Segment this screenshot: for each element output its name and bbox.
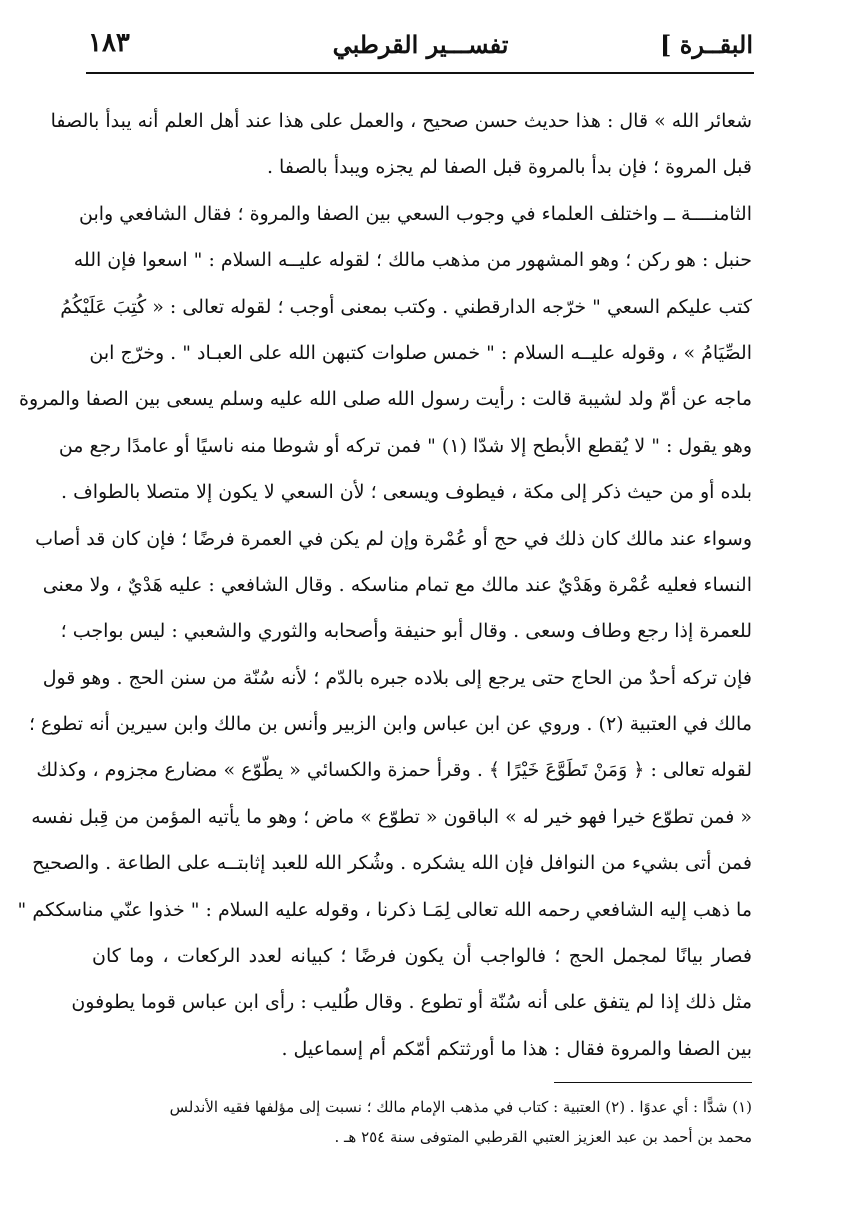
page-header bbox=[88, 22, 753, 72]
text-line: ماجه عن أمّ ولد لشيبة قالت : رأيت رسول الله صلى الله عليه وسلم يسعى بين الصفا والمروة bbox=[18, 388, 752, 411]
page-number: ١٨٣ bbox=[88, 28, 130, 58]
body-text bbox=[17, 98, 752, 1072]
book-title: تفســـير القرطبي bbox=[332, 30, 509, 59]
text-line: شعائر الله » قال : هذا حديث حسن صحيح ، والعمل على هذا عند أهل العلم أنه يبدأ بالصفا bbox=[50, 110, 752, 132]
text-line: فصار بيانًا لمجمل الحج ؛ فالواجب أن يكون فرضًا ؛ كبيانه لعدد الركعات ، وما كان bbox=[92, 945, 752, 968]
text-line: للعمرة إذا رجع وطاف وسعى . وقال أبو حنيفة وأصحابه والثوري والشعبي : ليس بواجب ؛ bbox=[60, 620, 752, 643]
text-line: الثامنــــة ــ واختلف العلماء في وجوب السعي بين الصفا والمروة ؛ فقال الشافعي وابن bbox=[79, 202, 752, 225]
text-line: كتب عليكم السعي " خرّجه الدارقطني . وكتب بمعنى أوجب ؛ لقوله تعالى : « كُتِبَ عَلَيْكُمُ bbox=[60, 295, 752, 318]
text-line: فإن تركه أحدٌ من الحاج حتى يرجع إلى بلاده جبره بالدّم ؛ لأنه سُنّة من سنن الحج . وهو قول bbox=[42, 666, 752, 689]
text-line: قبل المروة ؛ فإن بدأ بالمروة قبل الصفا لم يجزه ويبدأ بالصفا . bbox=[266, 156, 752, 179]
text-line: ما ذهب إليه الشافعي رحمه الله تعالى لِمَـا ذكرنا ، وقوله عليه السلام : " خذوا عنّي مناسككم " bbox=[17, 898, 752, 921]
text-line: حنبل : هو ركن ؛ وهو المشهور من مذهب مالك ؛ لقوله عليــه السلام : " اسعوا فإن الله bbox=[73, 249, 752, 272]
text-line: « فمن تطوّع خيرا فهو خير له » الباقون « تطوّع » ماض ؛ وهو ما يأتيه المؤمن من قِبل نفسه bbox=[31, 805, 752, 828]
text-line: فمن أتى بشيء من النوافل فإن الله يشكره . وشُكر الله للعبد إثابتــه على الطاعة . والصحيح bbox=[32, 852, 752, 875]
text-line: وهو يقول : " لا يُقطع الأبطح إلا شدّا (١) " فمن تركه أو شوطا منه ناسيًا أو عامدًا رجع من bbox=[58, 434, 752, 457]
footnote-line: (١) شدًّا : أي عدوًا . (٢) العتبية : كتاب في مذهب الإمام مالك ؛ نسبت إلى مؤلفها فقيه الأندلس bbox=[169, 1098, 752, 1116]
header-rule bbox=[86, 72, 754, 74]
text-line: مالك في العتبية (٢) . وروي عن ابن عباس وابن الزبير وأنس بن مالك وابن سيرين أنه تطوع ؛ bbox=[28, 713, 752, 736]
surah-name: البقــرة ] bbox=[660, 30, 753, 59]
text-line: النساء فعليه عُمْرة وهَدْيٌ عند مالك مع تمام مناسكه . وقال الشافعي : عليه هَدْيٌ ، ولا معنى bbox=[42, 573, 752, 596]
text-line: لقوله تعالى : ﴿ وَمَنْ تَطَوَّعَ خَيْرًا ﴾ . وقرأ حمزة والكسائي « يطّوّع » مضارع مجزوم ، وكذلك bbox=[36, 759, 752, 782]
text-line: وسواء عند مالك كان ذلك في حج أو عُمْرة وإن لم يكن في العمرة فرضًا ؛ فإن كان قد أصاب bbox=[35, 527, 752, 550]
footnotes bbox=[80, 1092, 752, 1152]
text-line: بين الصفا والمروة فقال : هذا ما أورثتكم أمّكم أم إسماعيل . bbox=[281, 1037, 752, 1060]
text-line: الصِّيَامُ » ، وقوله عليــه السلام : " خمس صلوات كتبهن الله على العبـاد " . وخرّج ابن bbox=[89, 341, 752, 364]
footnote-line: محمد بن أحمد بن عبد العزيز العتبي القرطبي المتوفى سنة ٢٥٤ هـ . bbox=[334, 1128, 752, 1146]
footnote-rule bbox=[554, 1082, 752, 1083]
text-line: بلده أو من حيث ذكر إلى مكة ، فيطوف ويسعى ؛ لأن السعي لا يكون إلا متصلا بالطواف . bbox=[60, 481, 752, 504]
text-line: مثل ذلك إذا لم يتفق على أنه سُنّة أو تطوع . وقال طُليب : رأى ابن عباس قوما يطوفون bbox=[71, 991, 752, 1014]
